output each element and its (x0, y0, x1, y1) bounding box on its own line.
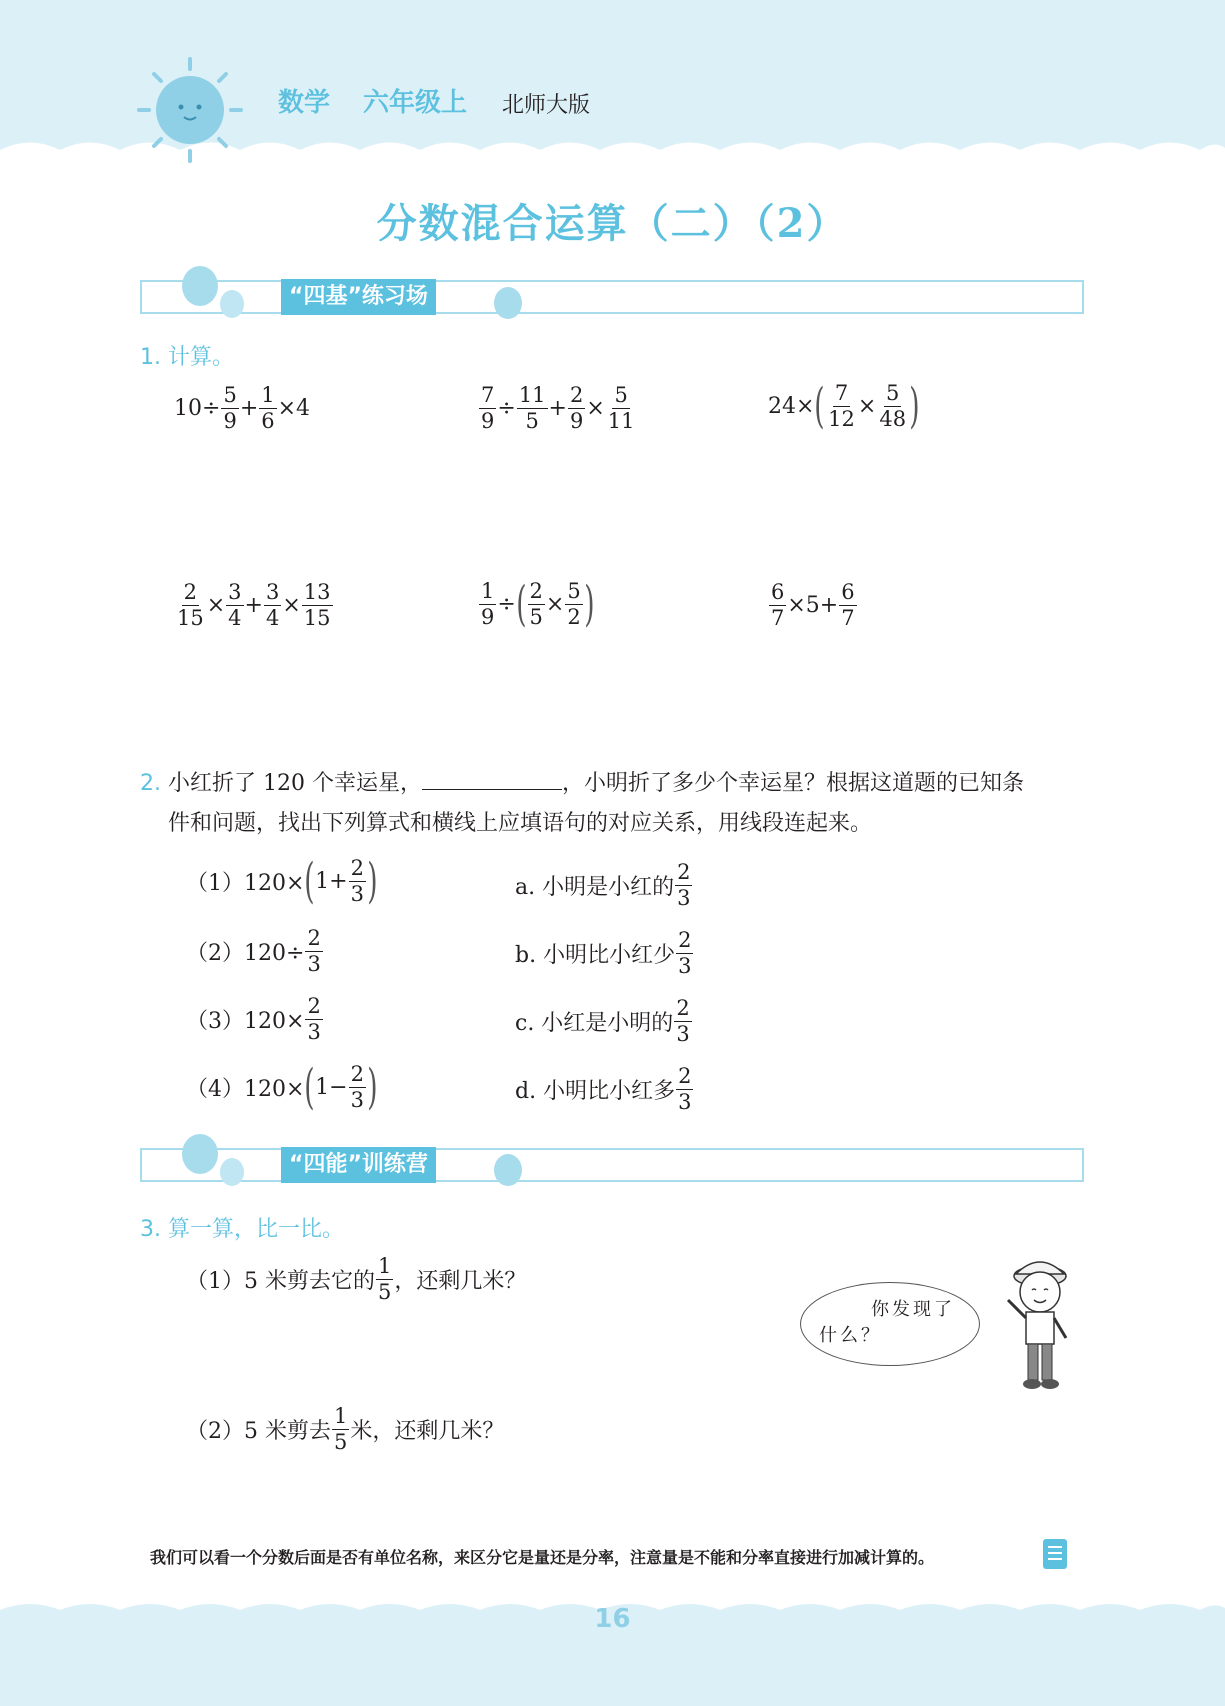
q2-option-1[interactable]: （1）120× ( 1+ $\frac{2}{3}$ ) (186, 853, 378, 909)
balloon-icon (490, 1152, 526, 1192)
q2-option-3[interactable]: （3）120× $\frac{2}{3}$ (186, 994, 321, 1044)
q2-statement-a[interactable]: a. 小明是小红的 $\frac{2}{3}$ (515, 860, 691, 910)
page-number: 16 (594, 1604, 631, 1634)
section-label-1: “四基”练习场 (281, 279, 436, 315)
section-label-2: “四能”训练营 (281, 1147, 436, 1183)
header-edition: 北师大版 (502, 93, 591, 118)
q3-part-2: （2）5 米剪去 $\frac{1}{5}$ 米，还剩几米？ (186, 1404, 505, 1454)
expression-4: $\frac{2}{15}$ × $\frac{3}{4}$ + $\frac{3}{4}$ × $\frac{13}{15}$ (177, 580, 331, 630)
balloon-icon (490, 285, 526, 325)
expression-5: $\frac{1}{9}$ ÷ ( $\frac{2}{5}$ × $\frac{5}{2}$ ) (481, 576, 595, 632)
expression-3: 24 × ( $\frac{7}{12}$ × $\frac{5}{48}$ ) (768, 378, 920, 434)
bubble-line-2: 什么？ (819, 1325, 882, 1346)
q2-option-4[interactable]: （4）120× ( 1− $\frac{2}{3}$ ) (186, 1059, 378, 1115)
speech-bubble (800, 1282, 980, 1366)
answer-blank[interactable] (422, 767, 562, 790)
cartoon-boy-illustration (990, 1248, 1090, 1398)
header-grade: 六年级上 (363, 88, 468, 118)
expression-6: $\frac{6}{7}$ ×5+ $\frac{6}{7}$ (771, 580, 855, 630)
question-2-line-2: 件和问题，找出下列算式和横线上应填语句的对应关系，用线段连起来。 (168, 811, 873, 836)
notebook-icon (1040, 1535, 1070, 1571)
tip-note: 我们可以看一个分数后面是否有单位名称，来区分它是量还是分率，注意量是不能和分率直接进行加减计算的。 (150, 1548, 935, 1567)
header-subject: 数学 (278, 88, 331, 118)
question-2-line-1: 2. 小红折了 120 个幸运星， ，小明折了多少个幸运星？根据这道题的已知条 (140, 764, 1024, 804)
expression-2: $\frac{7}{9}$ ÷ $\frac{11}{5}$ + $\frac{2}{9}$ × $\frac{5}{11}$ (481, 383, 635, 433)
page-title: 分数混合运算（二）（2） (376, 200, 849, 247)
q2-statement-b[interactable]: b. 小明比小红少 $\frac{2}{3}$ (515, 928, 692, 978)
q2-option-2[interactable]: （2）120÷ $\frac{2}{3}$ (186, 926, 321, 976)
q3-part-1: （1）5 米剪去它的 $\frac{1}{5}$ ，还剩几米？ (186, 1254, 527, 1304)
question-1-heading: 1. 计算。 (140, 345, 234, 370)
balloon-icon (180, 262, 260, 324)
sun-icon (135, 55, 245, 165)
q2-statement-d[interactable]: d. 小明比小红多 $\frac{2}{3}$ (515, 1064, 692, 1114)
bubble-line-1: 你发现了 (871, 1299, 955, 1320)
q2-statement-c[interactable]: c. 小红是小明的 $\frac{2}{3}$ (515, 996, 690, 1046)
balloon-icon (180, 1130, 260, 1192)
expression-1: 10 ÷ $\frac{5}{9}$ + $\frac{1}{6}$ ×4 (174, 383, 311, 433)
question-3-heading: 3. 算一算，比一比。 (140, 1217, 344, 1242)
